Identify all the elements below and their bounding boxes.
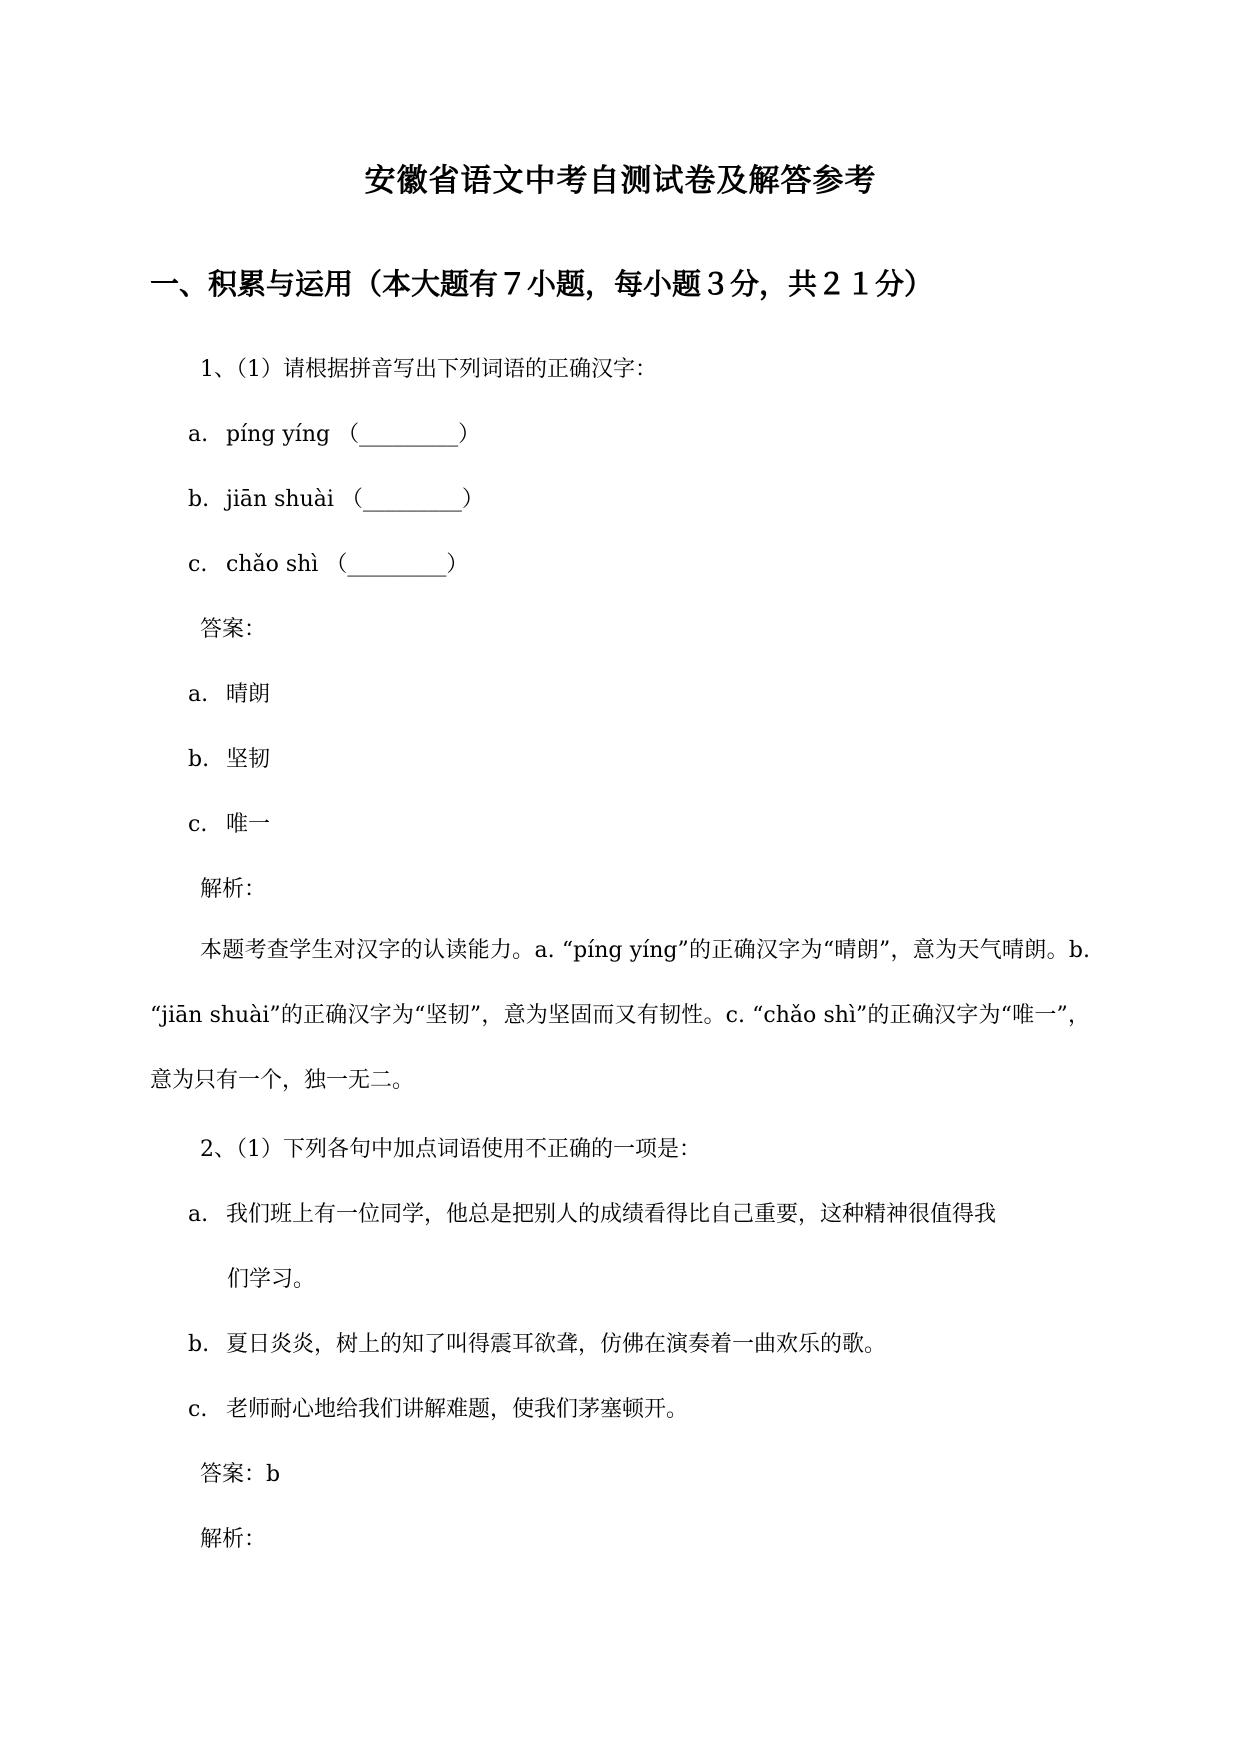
- question-1-answer-b: [188, 742, 270, 773]
- question-2-answer: 答案：b: [200, 1462, 281, 1487]
- option-text: 老师耐心地给我们讲解难题，使我们茅塞顿开。: [226, 1397, 689, 1422]
- question-2-stem: 2、（1）下列各句中加点词语使用不正确的一项是：: [200, 1137, 701, 1162]
- question-2-option-b: [188, 1327, 886, 1358]
- question-2-option-c: [188, 1392, 688, 1423]
- option-text: jiān shuài （_________）: [226, 487, 484, 512]
- answer-text: 晴朗: [226, 682, 271, 707]
- question-1-answer-c: [188, 807, 270, 838]
- option-label: c.: [188, 552, 208, 577]
- option-label: a.: [188, 422, 209, 447]
- option-text: 我们班上有一位同学，他总是把别人的成绩看得比自己重要，这种精神很值得我: [226, 1202, 997, 1227]
- question-1-analysis: 本题考查学生对汉字的认读能力。a. “píng yíng”的正确汉字为“晴朗”，意为天气晴朗。b. “jiān shuài”的正确汉字为“坚韧”，意为坚固而又有韧性。c. “chǎo shì”的正确汉字为“唯一”，意为只有一个，独一无二。: [150, 938, 1090, 1093]
- option-text: píng yíng （_________）: [226, 422, 481, 447]
- answer-label: c.: [188, 812, 208, 837]
- section-heading: 一、积累与运用（本大题有７小题，每小题３分，共２１分）: [150, 267, 934, 301]
- option-label: a.: [188, 1202, 209, 1227]
- option-label: b.: [188, 487, 210, 512]
- answer-text: 坚韧: [226, 747, 271, 772]
- question-1-stem: 1、（1）请根据拼音写出下列词语的正确汉字：: [200, 357, 657, 382]
- question-2-option-a: [188, 1197, 996, 1228]
- page-title: 安徽省语文中考自测试卷及解答参考: [364, 163, 877, 199]
- question-2-analysis-label: 解析：: [200, 1527, 267, 1552]
- option-text: 夏日炎炎，树上的知了叫得震耳欲聋，仿佛在演奏着一曲欢乐的歌。: [226, 1332, 887, 1357]
- option-label: c.: [188, 1397, 208, 1422]
- question-1-analysis-label: 解析：: [200, 877, 267, 902]
- question-1-option-c: [188, 547, 468, 578]
- question-1-answer-a: [188, 677, 270, 708]
- option-label: b.: [188, 1332, 210, 1357]
- question-2-option-a-continued: 们学习。: [227, 1267, 316, 1292]
- question-1-option-a: [188, 417, 480, 448]
- answer-label: b.: [188, 747, 210, 772]
- question-1-option-b: [188, 482, 484, 513]
- answer-text: 唯一: [226, 812, 271, 837]
- question-1-answer-label: 答案：: [200, 617, 267, 642]
- option-text: chǎo shì （_________）: [226, 552, 469, 577]
- answer-label: a.: [188, 682, 209, 707]
